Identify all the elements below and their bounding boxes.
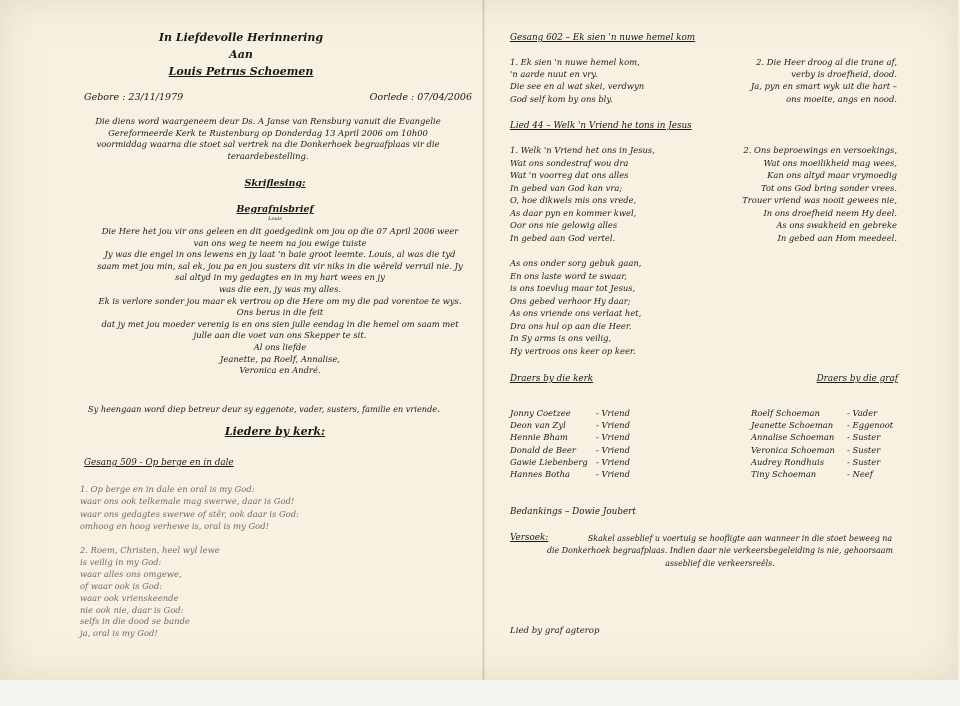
bearer-role: - Vriend bbox=[596, 432, 630, 443]
verse-line: As ons vriende ons verlaat het, bbox=[510, 308, 642, 318]
bearers-grave-list bbox=[751, 407, 941, 480]
bearer-name: Annalise Schoeman bbox=[751, 432, 835, 443]
bearer-name: Deon van Zyl bbox=[510, 420, 566, 431]
bearer-row bbox=[751, 407, 941, 419]
bearers-grave-heading: Draers by die graf bbox=[816, 374, 898, 384]
bearer-row bbox=[751, 468, 941, 480]
letter-line: dat jy met jou moeder verenig is en ons sien julle eendag in die hemel om saam met bbox=[101, 318, 459, 329]
letter-line: julle aan die voet van ons Skepper te sit. bbox=[193, 330, 367, 341]
hymn-509-verse-1 bbox=[80, 483, 400, 533]
bearer-name: Jonny Coetzee bbox=[510, 408, 571, 418]
verse-line: In ons droefheid neem Hy deel. bbox=[763, 207, 897, 218]
bearer-name: Hannes Botha bbox=[510, 469, 570, 480]
gesang-602-verse-2 bbox=[695, 56, 897, 105]
gesang-602-verse-1 bbox=[510, 56, 710, 105]
verse-line: Oor ons nie gelowig alles bbox=[510, 220, 618, 230]
verse-line: In gebed aan Hom meedeel. bbox=[777, 232, 897, 243]
verse-line: 1. Ek sien 'n nuwe hemel kom, bbox=[510, 57, 640, 67]
verse-line: Kan ons altyd maar vrymoedig bbox=[767, 170, 897, 180]
bearers-church-heading: Draers by die kerk bbox=[510, 374, 594, 384]
lied-44-verse-3 bbox=[510, 257, 730, 357]
death-date: Oorlede : 07/04/2006 bbox=[369, 92, 472, 103]
letter-line: Veronica en André. bbox=[239, 365, 321, 376]
bearer-row bbox=[510, 419, 680, 431]
closing-note: Lied by graf agterop bbox=[510, 626, 600, 636]
verse-line: As daar pyn en kommer kwel, bbox=[510, 207, 637, 218]
verse-line: of waar ook is God: bbox=[80, 580, 162, 591]
bearer-role: - Suster bbox=[847, 432, 881, 443]
verse-line: O, hoe dikwels mis ons vrede, bbox=[510, 195, 637, 205]
letter-line: Ek is verlore sonder jou maar ek vertrou op die Here om my die pad vorentoe te wys. bbox=[98, 295, 462, 306]
hymn-509-title: Gesang 509 - Op berge en in dale bbox=[84, 458, 234, 468]
verse-line: 1. Welk 'n Vriend het ons in Jesus, bbox=[510, 145, 655, 155]
bearer-role: - Vriend bbox=[596, 469, 630, 480]
verse-line: As ons onder sorg gebuk gaan, bbox=[510, 258, 642, 268]
bearer-name: Veronica Schoeman bbox=[751, 444, 835, 455]
birth-date: Gebore : 23/11/1979 bbox=[84, 92, 184, 103]
service-details bbox=[68, 116, 468, 162]
letter-line: Al ons liefde bbox=[253, 341, 307, 352]
verse-line: is veilig in my God: bbox=[80, 556, 162, 567]
verse-line: Die see en al wat skei, verdwyn bbox=[510, 81, 645, 92]
hymns-heading: Liedere by kerk: bbox=[224, 425, 326, 438]
funeral-letter bbox=[80, 226, 480, 377]
verse-line: selfs in die dood se bande bbox=[80, 616, 190, 627]
verse-line: waar ons ook telkemale mag swerwe, daar is God! bbox=[80, 496, 295, 507]
deceased-name: Louis Petrus Schoemen bbox=[168, 65, 314, 78]
scan-margin bbox=[0, 680, 960, 706]
letter-line: was die een, jy was my alles. bbox=[218, 283, 342, 294]
verse-line: verby is droefheid, dood. bbox=[791, 69, 897, 80]
verse-line: Hy vertroos ons keer op keer. bbox=[510, 345, 636, 356]
bearer-name: Roelf Schoeman bbox=[751, 408, 820, 418]
verse-line: 2. Die Heer droog al die trane af, bbox=[756, 57, 897, 67]
verse-line: Ons gebed verhoor Hy daar; bbox=[510, 295, 631, 306]
bearer-row bbox=[510, 468, 680, 480]
verse-line: 'n aarde nuut en vry. bbox=[510, 69, 598, 80]
service-line: teraardebestelling. bbox=[227, 150, 309, 161]
verse-line: 1. Op berge en in dale en oral is my God: bbox=[80, 484, 255, 494]
letter-line: Ons berus in die feit bbox=[236, 307, 324, 318]
bearer-role: - Eggenoot bbox=[847, 420, 894, 431]
letter-line: Jy was die engel in ons lewens en jy laat 'n baie groot leemte. Louis, al was die tyd bbox=[104, 249, 456, 260]
verse-line: waar alles ons omgewe, bbox=[80, 568, 182, 579]
lied-44-verse-1 bbox=[510, 144, 710, 244]
bearer-name: Tiny Schoeman bbox=[751, 469, 817, 480]
bearer-name: Hennie Bham bbox=[510, 432, 568, 443]
title-line-1: In Liefdevolle Herinnering bbox=[158, 31, 324, 44]
verse-line: In gebed aan God vertel. bbox=[510, 232, 616, 243]
service-line: Gereformeerde Kerk te Rustenburg op Donderdag 13 April 2006 om 10h00 bbox=[108, 127, 428, 138]
thanks-note: Bedankings – Dowie Joubert bbox=[510, 507, 636, 517]
letter-heading: Begrafnisbrief bbox=[236, 204, 314, 215]
verse-line: God self kom by ons bly. bbox=[510, 93, 613, 104]
verse-line: As ons swakheid en gebreke bbox=[776, 220, 897, 230]
letter-line: Die Here het jou vir ons geleen en dit goedgedink om jou op die 07 April 2006 weer bbox=[101, 226, 459, 236]
verse-line: ons moeite, angs en nood. bbox=[786, 93, 897, 104]
letter-line: van ons weg te neem na jou ewige tuiste bbox=[193, 237, 367, 248]
left-page bbox=[0, 0, 482, 680]
bearer-role: - Vriend bbox=[596, 444, 630, 455]
bearer-row bbox=[751, 456, 941, 468]
verse-line: ja, oral is my God! bbox=[80, 628, 158, 639]
bearer-role: - Neef bbox=[847, 469, 873, 480]
service-line: voormiddag waarna die stoet sal vertrek na die Donkerhoek begraafplaas vir die bbox=[96, 139, 440, 149]
verse-line: En ons laste word te swaar, bbox=[510, 270, 627, 281]
verse-line: nie ook nie, daar is God: bbox=[80, 604, 184, 615]
bearers-church-list bbox=[510, 407, 680, 480]
verse-line: 2. Ons beproewings en versoekings, bbox=[743, 145, 897, 155]
bearer-role: - Suster bbox=[847, 456, 881, 467]
verse-line: In gebed van God kan vra; bbox=[510, 182, 623, 193]
bearer-row bbox=[510, 407, 680, 419]
reading-heading: Skriflesing: bbox=[244, 178, 306, 189]
mourning-note: Sy heengaan word diep betreur deur sy eggenote, vader, susters, familie en vriende. bbox=[88, 404, 440, 414]
verse-line: Ja, pyn en smart wyk uit die hart – bbox=[750, 81, 897, 92]
bearer-role: - Suster bbox=[847, 444, 881, 455]
letter-line: saam met jou min, sal ek, jou pa en jou susters dit vir niks in die wêreld verruil nie. Jy bbox=[97, 260, 463, 271]
bearer-name: Gawie Liebenberg bbox=[510, 456, 588, 467]
bearer-role: - Vader bbox=[847, 408, 878, 418]
bearer-name: Donald de Beer bbox=[510, 444, 576, 455]
letter-addressee: Louis bbox=[268, 216, 282, 222]
service-line: Die diens word waargeneem deur Ds. A Janse van Rensburg vanuit die Evangelie bbox=[95, 116, 441, 126]
bearer-row bbox=[751, 419, 941, 431]
verse-line: 2. Roem, Christen, heel wyl lewe bbox=[80, 545, 220, 555]
hymn-509-verse-2 bbox=[80, 545, 400, 640]
verse-line: Wat ons sondestraf wou dra bbox=[510, 157, 629, 168]
request-line: die Donkerhoek begraafplaas. Indien daar nie verkeersbegeleiding is nie, gehoorsaam bbox=[546, 546, 893, 556]
verse-line: waar ons gedagtes swerwe of stêr, ook daar is God: bbox=[80, 508, 299, 519]
request-line: asseblief die verkeersreëls. bbox=[665, 558, 775, 568]
verse-line: Wat ons moeilikheid mag wees, bbox=[763, 157, 897, 168]
bearer-row bbox=[510, 456, 680, 468]
bearer-row bbox=[510, 444, 680, 456]
verse-line: In Sy arms is ons veilig, bbox=[510, 333, 612, 343]
lied-44-verse-2 bbox=[705, 144, 897, 244]
gesang-602-title: Gesang 602 – Ek sien 'n nuwe hemel kom bbox=[510, 33, 696, 43]
verse-line: Trouer vriend was nooit gewees nie, bbox=[742, 195, 897, 205]
verse-line: waar ook vrienskeende bbox=[80, 592, 179, 603]
verse-line: Tot ons God bring sonder vrees. bbox=[761, 182, 897, 193]
lied-44-title: Lied 44 – Welk 'n Vriend he tons in Jesus bbox=[510, 121, 692, 131]
verse-line: is ons toevlug maar tot Jesus, bbox=[510, 283, 636, 293]
request-label: Versoek: bbox=[510, 533, 549, 543]
letter-line: sal altyd in my gedagtes en in my hart wees en jy bbox=[175, 272, 385, 283]
letter-line: Jeanette, pa Roelf, Annalise, bbox=[220, 353, 340, 364]
bearer-name: Audrey Rondhuis bbox=[751, 456, 825, 467]
bearer-role: - Vriend bbox=[596, 420, 630, 431]
right-page bbox=[485, 0, 958, 680]
verse-line: Dra ons hul op aan die Heer. bbox=[510, 320, 632, 331]
verse-line: omhoog en hoog verhewe is, oral is my God! bbox=[80, 521, 269, 532]
bearer-role: - Vriend bbox=[596, 408, 630, 418]
title-line-2: Aan bbox=[229, 48, 253, 61]
request-line: Skakel asseblief u voertuig se hoofligte aan wanneer in die stoet beweeg na bbox=[587, 534, 893, 543]
bearer-row bbox=[751, 431, 941, 443]
request-text bbox=[510, 533, 930, 570]
verse-line: Wat 'n voorreg dat ons alles bbox=[510, 170, 629, 180]
bearer-row bbox=[510, 431, 680, 443]
bearer-role: - Vriend bbox=[596, 456, 630, 467]
bearer-name: Jeanette Schoeman bbox=[751, 420, 834, 431]
bearer-row bbox=[751, 444, 941, 456]
